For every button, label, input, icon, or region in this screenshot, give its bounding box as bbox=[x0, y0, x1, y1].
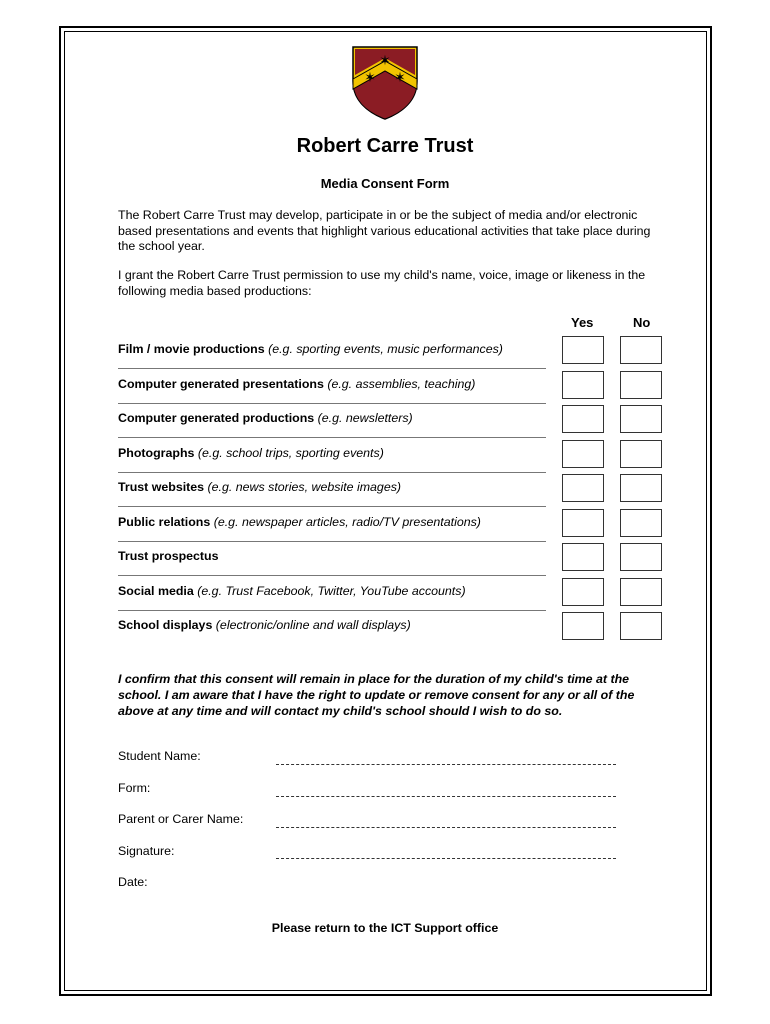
student-name-label: Student Name: bbox=[118, 749, 201, 763]
signature-label: Signature: bbox=[118, 844, 175, 858]
consent-row-public-relations bbox=[118, 508, 548, 542]
no-column-header: No bbox=[633, 315, 651, 330]
star-icon: ✶ bbox=[394, 69, 406, 85]
consent-item-label: Trust prospectus bbox=[118, 549, 219, 563]
presentations-yes-checkbox[interactable] bbox=[562, 371, 604, 399]
public-relations-yes-checkbox[interactable] bbox=[562, 509, 604, 537]
crest-logo bbox=[351, 45, 419, 121]
intro-paragraph-2: I grant the Robert Carre Trust permission to use my child's name, voice, image or likeness in the following media based productions: bbox=[118, 268, 646, 298]
consent-item-label: Photographs bbox=[118, 446, 195, 460]
prospectus-no-checkbox[interactable] bbox=[620, 543, 662, 571]
parent-name-label: Parent or Carer Name: bbox=[118, 812, 244, 826]
photographs-no-checkbox[interactable] bbox=[620, 440, 662, 468]
parent-name-field[interactable] bbox=[276, 815, 616, 828]
consent-row-social-media bbox=[118, 577, 548, 611]
consent-item-example: (e.g. assemblies, teaching) bbox=[327, 377, 476, 391]
consent-item-example: (e.g. Trust Facebook, Twitter, YouTube accounts) bbox=[197, 584, 466, 598]
public-relations-no-checkbox[interactable] bbox=[620, 509, 662, 537]
row-divider bbox=[118, 575, 546, 576]
consent-row-prospectus bbox=[118, 542, 548, 576]
row-divider bbox=[118, 506, 546, 507]
star-icon: ✶ bbox=[364, 69, 376, 85]
consent-row-websites bbox=[118, 473, 548, 507]
consent-item-label: Trust websites bbox=[118, 480, 205, 494]
consent-row-presentations bbox=[118, 370, 548, 404]
consent-row-photographs bbox=[118, 439, 548, 473]
websites-yes-checkbox[interactable] bbox=[562, 474, 604, 502]
consent-item-example: (e.g. school trips, sporting events) bbox=[197, 446, 384, 460]
student-name-field[interactable] bbox=[276, 752, 616, 765]
consent-row-film bbox=[118, 335, 548, 369]
row-divider bbox=[118, 437, 546, 438]
consent-item-label: Public relations bbox=[118, 515, 211, 529]
presentations-no-checkbox[interactable] bbox=[620, 371, 662, 399]
form-label: Form: bbox=[118, 781, 151, 795]
prospectus-yes-checkbox[interactable] bbox=[562, 543, 604, 571]
consent-item-label: Film / movie productions bbox=[118, 342, 265, 356]
school-displays-no-checkbox[interactable] bbox=[620, 612, 662, 640]
consent-item-label: Computer generated presentations bbox=[118, 377, 324, 391]
photographs-yes-checkbox[interactable] bbox=[562, 440, 604, 468]
consent-row-productions bbox=[118, 404, 548, 438]
consent-item-label: Social media bbox=[118, 584, 194, 598]
star-icon: ✶ bbox=[379, 52, 391, 68]
return-instruction: Please return to the ICT Support office bbox=[271, 921, 499, 935]
websites-no-checkbox[interactable] bbox=[620, 474, 662, 502]
signature-field[interactable] bbox=[276, 846, 616, 859]
consent-row-school-displays bbox=[118, 611, 548, 645]
school-displays-yes-checkbox[interactable] bbox=[562, 612, 604, 640]
consent-item-example: (e.g. newspaper articles, radio/TV presentations) bbox=[213, 515, 481, 529]
form-field[interactable] bbox=[276, 784, 616, 797]
consent-item-label: Computer generated productions bbox=[118, 411, 315, 425]
consent-item-example: (e.g. newsletters) bbox=[317, 411, 413, 425]
form-title: Media Consent Form bbox=[320, 176, 450, 191]
productions-yes-checkbox[interactable] bbox=[562, 405, 604, 433]
yes-column-header: Yes bbox=[571, 315, 594, 330]
date-field[interactable] bbox=[276, 877, 616, 889]
consent-item-example: (e.g. sporting events, music performances) bbox=[268, 342, 503, 356]
date-label: Date: bbox=[118, 875, 148, 889]
social-media-no-checkbox[interactable] bbox=[620, 578, 662, 606]
consent-item-example: (electronic/online and wall displays) bbox=[215, 618, 411, 632]
consent-item-label: School displays bbox=[118, 618, 213, 632]
social-media-yes-checkbox[interactable] bbox=[562, 578, 604, 606]
row-divider bbox=[118, 368, 546, 369]
organisation-title: Robert Carre Trust bbox=[296, 135, 474, 157]
productions-no-checkbox[interactable] bbox=[620, 405, 662, 433]
consent-item-example: (e.g. news stories, website images) bbox=[207, 480, 402, 494]
film-yes-checkbox[interactable] bbox=[562, 336, 604, 364]
intro-paragraph-1: The Robert Carre Trust may develop, participate in or be the subject of media and/or electronic based presentations and events that highlight various educational activities that take place during the school year. bbox=[118, 208, 651, 253]
film-no-checkbox[interactable] bbox=[620, 336, 662, 364]
confirmation-statement: I confirm that this consent will remain in place for the duration of my child's time at the school. I am aware that I have the right to update or remove consent for any or all of the above at any time and will contact my child's school should I wish to do so. bbox=[118, 672, 635, 718]
